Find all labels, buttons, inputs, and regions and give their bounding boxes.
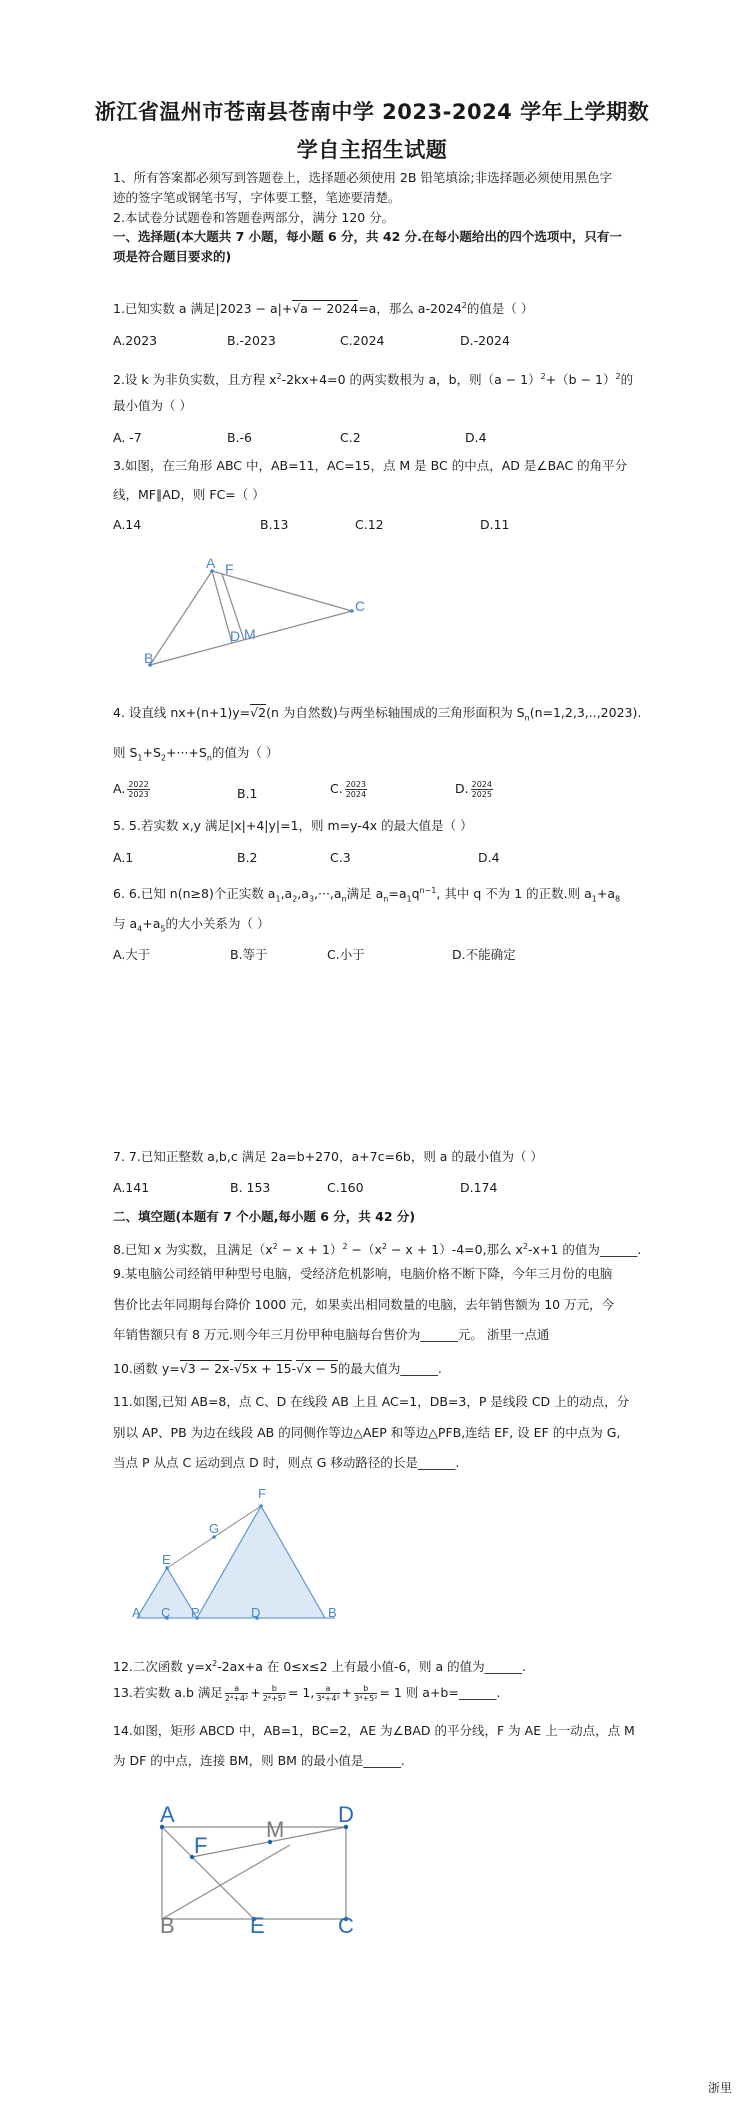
question-7: 7. 7.已知正整数 a,b,c 满足 2a=b+270，a+7c=6b，则 a 的最小值为（ ）	[113, 1149, 543, 1164]
q5-option-c[interactable]: C.3	[330, 850, 351, 865]
fig3-label-e: E	[250, 1913, 265, 1935]
q6-option-d[interactable]: D.不能确定	[452, 947, 516, 962]
fig2-label-a: A	[132, 1605, 141, 1620]
q3-option-b[interactable]: B.13	[260, 517, 289, 532]
question-3a: 3.如图，在三角形 ABC 中，AB=11，AC=15，点 M 是 BC 的中点，AD 是∠BAC 的角平分	[113, 458, 628, 473]
question-2: 2.设 k 为非负实数，且方程 $x^2-2kx+4=0$ 的两实数根为 a，b，则$(a - 1)^2+(b - 1)^2$的	[113, 372, 634, 388]
fig3-label-f: F	[194, 1833, 208, 1858]
question-8: 8.已知 x 为实数，且满足$(x^2 - x + 1)^2 -(x^2 - x + 1)-4=0$,那么 $x^2-x+1$ 的值为______.	[113, 1242, 642, 1258]
question-5: 5. 5.若实数 x,y 满足|x|+4|y|=1，则 m=y-4x 的最大值是（ ）	[113, 818, 473, 833]
question-9b: 售价比去年同期每台降价 1000 元，如果卖出相同数量的电脑，去年销售额为 10 万元，今	[113, 1297, 615, 1312]
question-11b: 别以 AP、PB 为边在线段 AB 的同侧作等边△AEP 和等边△PFB,连结 EF, 设 EF 的中点为 G,	[113, 1425, 621, 1440]
instruction-2: 2.本试卷分试题卷和答题卷两部分，满分 120 分。	[113, 210, 395, 225]
fig3-label-b: B	[160, 1913, 175, 1935]
instruction-1a: 1、所有答案都必须写到答题卷上，选择题必须使用 2B 铅笔填涂;非选择题必须使用黑色字	[113, 170, 613, 185]
fig3-label-c: C	[338, 1913, 354, 1935]
q4-option-c[interactable]: C. $\frac{2023}{2024}$	[330, 780, 367, 799]
fig3-label-d: D	[338, 1802, 354, 1827]
q7-option-d[interactable]: D.174	[460, 1180, 498, 1195]
equilateral-triangles-figure	[125, 1480, 355, 1625]
exam-title-line1: 浙江省温州市苍南县苍南中学 2023-2024 学年上学期数	[94, 100, 650, 124]
fig1-label-a: A	[206, 555, 216, 571]
fig3-label-a: A	[160, 1802, 175, 1827]
section2-heading: 二、填空题(本题有 7 个小题,每小题 6 分，共 42 分)	[113, 1209, 416, 1224]
q1-option-c[interactable]: C.2024	[340, 333, 385, 348]
question-11a: 11.如图,已知 AB=8，点 C、D 在线段 AB 上且 AC=1，DB=3，P 是线段 CD 上的动点，分	[113, 1394, 630, 1409]
q1-option-a[interactable]: A.2023	[113, 333, 158, 348]
q5-option-a[interactable]: A.1	[113, 850, 134, 865]
rectangle-figure	[150, 1795, 370, 1935]
question-4a: 4. 设直线 nx+(n+1)y=√2(n 为自然数)与两坐标轴围成的三角形面积为 $S_n(n=1,2,3,..,2023)$.	[113, 705, 642, 723]
q6-option-a[interactable]: A.大于	[113, 947, 151, 962]
question-6a: 6. 6.已知 n(n≥8)个正实数 $a_1,a_2,a_3,\cdot\cdot\cdot,a_n$满足 $a_n=a_1q^{n-1}$, 其中 q 不为 1 的正数.则 $a_1+a_8$	[113, 886, 621, 904]
q7-option-b[interactable]: B. 153	[230, 1180, 271, 1195]
q7-option-c[interactable]: C.160	[327, 1180, 364, 1195]
question-13: 13.若实数 a.b 满足 $\frac{a}{\text{2⁴+4²}}$ + $\frac{b}{\text{2⁴+5²}}$ = 1, $\frac{a}{\text{3⁴+4²}}$ + $\frac{b}{\text{3⁴+5²}}$ = 1 则 a+b=______.	[113, 1684, 501, 1703]
q6-option-b[interactable]: B.等于	[230, 947, 268, 962]
fig2-label-p: P	[191, 1605, 200, 1620]
exam-title-line2: 学自主招生试题	[296, 138, 448, 162]
fig2-label-f: F	[258, 1486, 266, 1501]
question-6b: 与 $a_4+a_5$的大小关系为（ ）	[113, 916, 270, 934]
q5-option-d[interactable]: D.4	[478, 850, 500, 865]
question-12: 12.二次函数 $y=x^2-2ax+a$ 在 0≤x≤2 上有最小值-6，则 a 的值为______.	[113, 1659, 527, 1675]
q5-option-b[interactable]: B.2	[237, 850, 258, 865]
q2-option-b[interactable]: B.-6	[227, 430, 253, 445]
fig1-label-f: F	[225, 561, 234, 577]
q4-option-b[interactable]: B.1	[237, 786, 258, 801]
q2-option-d[interactable]: D.4	[465, 430, 487, 445]
q1-option-b[interactable]: B.-2023	[227, 333, 276, 348]
fig2-label-c: C	[161, 1605, 171, 1620]
question-3b: 线，MF∥AD，则 FC=（ ）	[113, 487, 265, 502]
question-14a: 14.如图，矩形 ABCD 中，AB=1，BC=2，AE 为∠BAD 的平分线，F 为 AE 上一动点，点 M	[113, 1723, 635, 1738]
fig2-label-e: E	[162, 1552, 171, 1567]
q3-option-c[interactable]: C.12	[355, 517, 384, 532]
fig2-label-b: B	[328, 1605, 337, 1620]
section1-heading-b: 项是符合题目要求的)	[113, 249, 232, 264]
q6-option-c[interactable]: C.小于	[327, 947, 365, 962]
question-11c: 当点 P 从点 C 运动到点 D 时，则点 G 移动路径的长是______.	[113, 1455, 460, 1470]
fig3-label-m: M	[266, 1817, 285, 1842]
question-4b: 则 $S_1+S_2+\cdot\cdot\cdot+S_n$的值为（ ）	[113, 745, 279, 763]
q2-option-c[interactable]: C.2	[340, 430, 361, 445]
fig1-label-d: D	[230, 628, 241, 644]
q3-option-a[interactable]: A.14	[113, 517, 142, 532]
q1-option-d[interactable]: D.-2024	[460, 333, 510, 348]
fig2-label-g: G	[209, 1521, 220, 1536]
section1-heading-a: 一、选择题(本大题共 7 小题，每小题 6 分，共 42 分.在每小题给出的四个选项中，只有一	[113, 229, 622, 244]
question-9a: 9.某电脑公司经销甲种型号电脑，受经济危机影响，电脑价格不断下降，今年三月份的电脑	[113, 1266, 613, 1281]
q4-option-d[interactable]: D. $\frac{2024}{2025}$	[455, 780, 492, 799]
question-9c: 年销售额只有 8 万元.则今年三月份甲种电脑每台售价为______元。 浙里一点通	[113, 1327, 550, 1342]
question-1: 1.已知实数 a 满足|2023 − a|+√a − 2024=a，那么 a-2024$^2$的值是（ ）	[113, 301, 534, 317]
fig1-label-b: B	[144, 650, 154, 666]
question-14b: 为 DF 的中点，连接 BM，则 BM 的最小值是______.	[113, 1753, 405, 1768]
q2-option-a[interactable]: A. -7	[113, 430, 142, 445]
fig1-label-c: C	[355, 598, 366, 614]
q4-option-a[interactable]: A. $\frac{2022}{2023}$	[113, 780, 149, 799]
q7-option-a[interactable]: A.141	[113, 1180, 150, 1195]
question-2b: 最小值为（ ）	[113, 398, 192, 413]
instruction-1b: 迹的签字笔或钢笔书写，字体要工整，笔迹要清楚。	[113, 190, 401, 205]
fig1-label-m: M	[244, 626, 256, 642]
question-10: 10.函数 y=√3 − 2x-√5x + 15-√x − 5的最大值为______.	[113, 1361, 442, 1376]
triangle-figure-1	[130, 555, 380, 675]
footer-watermark: 浙里	[707, 2081, 732, 2095]
q3-option-d[interactable]: D.11	[480, 517, 510, 532]
fig2-label-d: D	[251, 1605, 261, 1620]
